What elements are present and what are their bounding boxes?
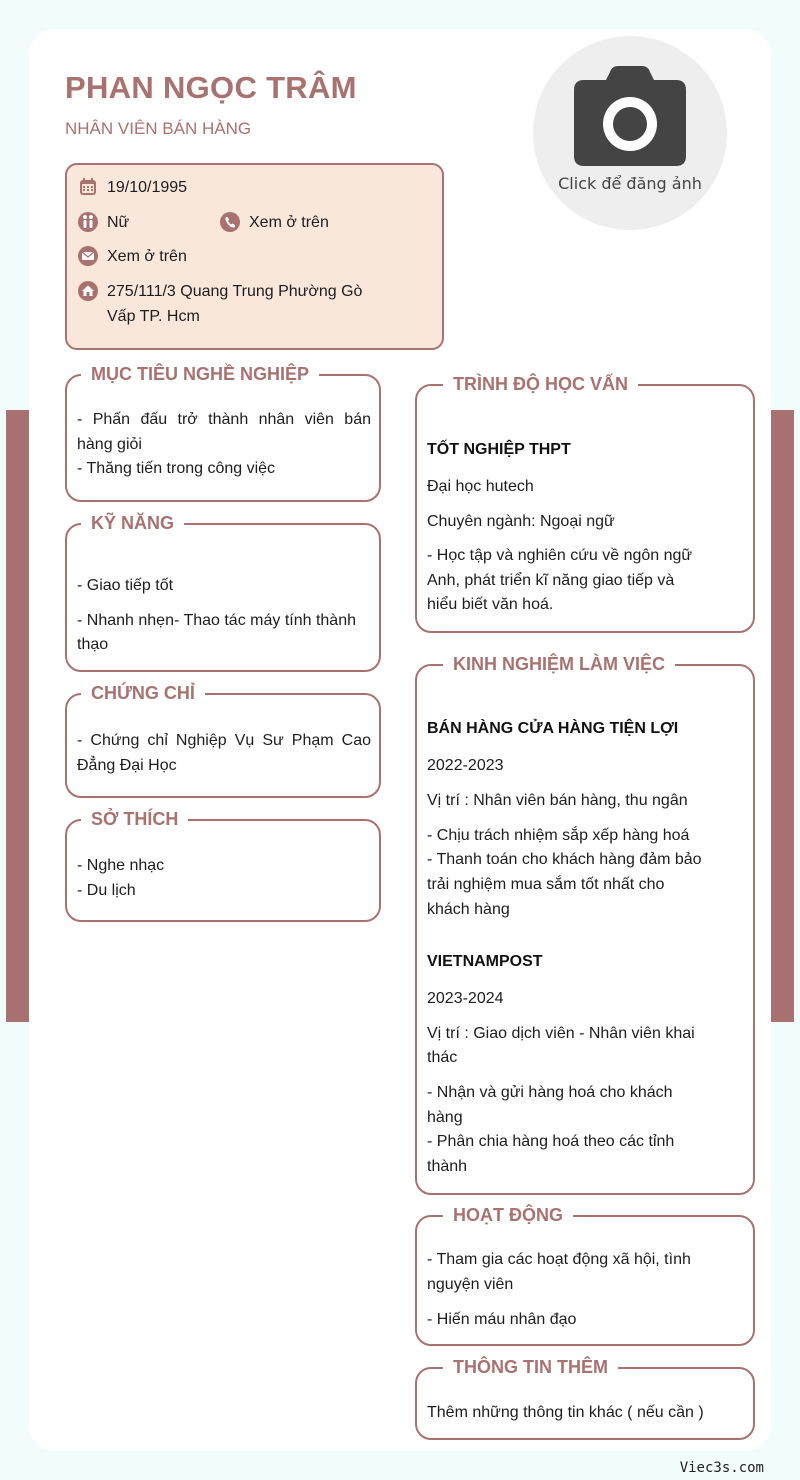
- skills-section: [65, 513, 381, 672]
- education-title: TRÌNH ĐỘ HỌC VẤN: [443, 372, 638, 396]
- address-row: [77, 279, 362, 329]
- hobbies-item-1: - Nghe nhạc: [77, 857, 165, 874]
- address-line-2: Vấp TP. Hcm: [107, 308, 200, 325]
- photo-upload-button[interactable]: [533, 36, 727, 230]
- hobbies-section: [65, 809, 381, 922]
- education-section: [415, 374, 755, 633]
- skills-title: KỸ NĂNG: [81, 511, 184, 535]
- job-2-position-b: thác: [427, 1049, 458, 1066]
- phone-row: [219, 210, 329, 235]
- job-1-duty-2a: - Thanh toán cho khách hàng đảm bảo: [427, 851, 702, 868]
- skills-item-1: - Giao tiếp tốt: [77, 577, 174, 594]
- email-value: Xem ở trên: [107, 248, 187, 265]
- objective-section: [65, 364, 381, 502]
- skills-item-2b: thạo: [77, 636, 109, 653]
- calendar-icon: [77, 176, 99, 198]
- home-icon: [77, 280, 99, 302]
- objective-line-1a: - Phấn đấu trở thành nhân viên bán: [77, 411, 371, 428]
- certificates-title: CHỨNG CHỈ: [81, 681, 205, 705]
- certificates-section: [65, 683, 381, 798]
- job-2-position-a: Vị trí : Giao dịch viên - Nhân viên khai: [427, 1025, 695, 1042]
- objective-line-2: - Thăng tiến trong công việc: [77, 460, 276, 477]
- more-info-title: THÔNG TIN THÊM: [443, 1355, 618, 1379]
- email-icon: [77, 245, 99, 267]
- job-2-duty-2a: - Phân chia hàng hoá theo các tỉnh: [427, 1133, 675, 1150]
- education-desc-1: - Học tập và nghiên cứu về ngôn ngữ: [427, 547, 693, 564]
- right-accent-bar: [770, 410, 794, 1022]
- job-2-duty-1b: hàng: [427, 1109, 463, 1126]
- candidate-role: NHÂN VIÊN BÁN HÀNG: [65, 119, 252, 138]
- address-line-1: 275/111/3 Quang Trung Phường Gò: [107, 283, 363, 300]
- job-2-duty-2b: thành: [427, 1158, 468, 1175]
- experience-section: [415, 654, 755, 1195]
- gender-value: Nữ: [107, 214, 130, 231]
- education-major: Chuyên ngành: Ngoại ngữ: [427, 513, 615, 530]
- certificates-line-1: - Chứng chỉ Nghiệp Vụ Sư Phạm Cao: [77, 732, 371, 749]
- activities-section: [415, 1205, 755, 1346]
- education-desc-2: Anh, phát triển kĩ năng giao tiếp và: [427, 572, 675, 589]
- phone-icon: [219, 211, 241, 233]
- photo-upload-label: Click để đăng ảnh: [558, 174, 702, 193]
- certificates-line-2: Đẳng Đại Học: [77, 757, 177, 774]
- objective-line-1b: hàng giỏi: [77, 436, 142, 453]
- hobbies-item-2: - Du lịch: [77, 882, 136, 899]
- more-info-section: [415, 1357, 755, 1440]
- objective-title: MỤC TIÊU NGHỀ NGHIỆP: [81, 362, 319, 386]
- education-desc-3: hiểu biết văn hoá.: [427, 596, 554, 613]
- job-1-duty-2c: khách hàng: [427, 901, 510, 918]
- job-2-company: VIETNAMPOST: [427, 953, 543, 970]
- gender-row: [77, 210, 129, 235]
- gender-icon: [77, 211, 99, 233]
- more-info-text: Thêm những thông tin khác ( nếu cần ): [427, 1404, 704, 1421]
- activities-item-1a: - Tham gia các hoạt động xã hội, tình: [427, 1251, 691, 1268]
- job-1-duty-1: - Chịu trách nhiệm sắp xếp hàng hoá: [427, 827, 690, 844]
- camera-icon: [570, 64, 690, 170]
- job-2-duty-1a: - Nhận và gửi hàng hoá cho khách: [427, 1084, 673, 1101]
- job-2-period: 2023-2024: [427, 990, 504, 1007]
- watermark: Viec3s.com: [679, 1460, 764, 1476]
- birthday-row: [77, 175, 187, 200]
- hobbies-title: SỞ THÍCH: [81, 807, 188, 831]
- phone-value: Xem ở trên: [249, 214, 329, 231]
- contact-info-box: [65, 163, 444, 350]
- activities-item-1b: nguyện viên: [427, 1276, 514, 1293]
- job-1-company: BÁN HÀNG CỬA HÀNG TIỆN LỢI: [427, 720, 679, 737]
- email-row: [77, 244, 187, 269]
- education-degree: TỐT NGHIỆP THPT: [427, 441, 571, 458]
- address-value: [107, 279, 362, 329]
- candidate-name: PHAN NGỌC TRÂM: [65, 70, 357, 105]
- birthday-value: 19/10/1995: [107, 179, 188, 196]
- job-1-duty-2b: trải nghiệm mua sắm tốt nhất cho: [427, 876, 665, 893]
- left-accent-bar: [6, 410, 30, 1022]
- activities-title: HOẠT ĐỘNG: [443, 1203, 573, 1227]
- skills-item-2a: - Nhanh nhẹn- Thao tác máy tính thành: [77, 612, 356, 629]
- job-1-period: 2022-2023: [427, 757, 504, 774]
- job-1-position: Vị trí : Nhân viên bán hàng, thu ngân: [427, 792, 688, 809]
- education-school: Đại học hutech: [427, 478, 534, 495]
- experience-title: KINH NGHIỆM LÀM VIỆC: [443, 652, 675, 676]
- activities-item-2: - Hiến máu nhân đạo: [427, 1311, 577, 1328]
